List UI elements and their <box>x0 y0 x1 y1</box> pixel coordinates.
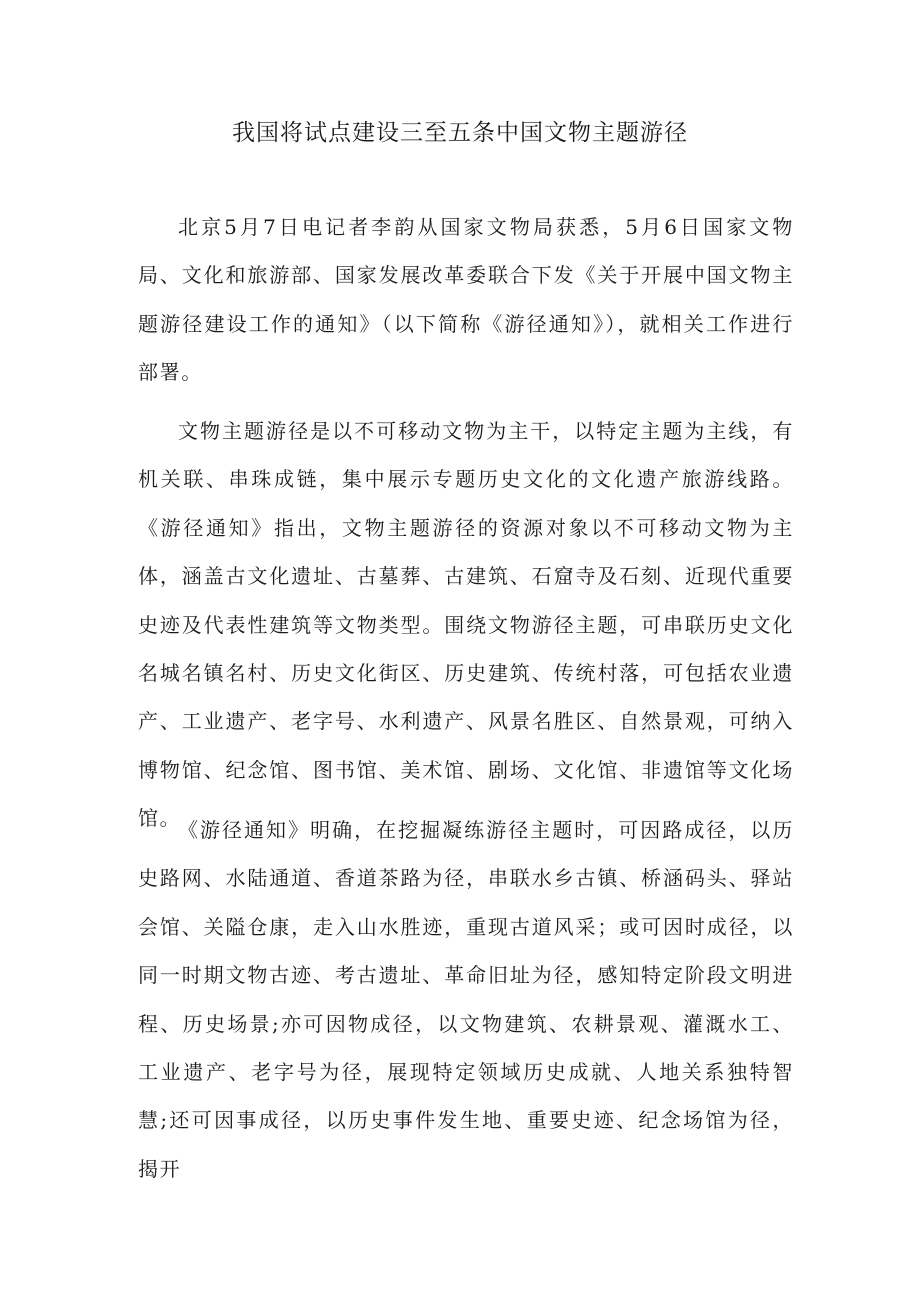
paragraph-2: 文物主题游径是以不可移动文物为主干，以特定主题为主线，有机关联、串珠成链，集中展示专题历史文化的文化遗产旅游线路。《游径通知》指出，文物主题游径的资源对象以不可移动文物为主体，涵盖古文化遗址、古墓葬、古建筑、石窟寺及石刻、近现代重要史迹及代表性建筑等文物类型。围绕文物游径主题，可串联历史文化名城名镇名村、历史文化街区、历史建筑、传统村落，可包括农业遗产、工业遗产、老字号、水利遗产、风景名胜区、自然景观，可纳入博物馆、纪念馆、图书馆、美术馆、剧场、文化馆、非遗馆等文化场馆。 <box>138 419 794 831</box>
paragraph-1: 北京5月7日电记者李韵从国家文物局获悉，5月6日国家文物局、文化和旅游部、国家发展改革委联合下发《关于开展中国文物主题游径建设工作的通知》（以下简称《游径通知》），就相关工作进行部署。 <box>138 215 794 385</box>
paragraph-3: 《游径通知》明确，在挖掘凝练游径主题时，可因路成径，以历史路网、水陆通道、香道茶路为径，串联水乡古镇、桥涵码头、驿站会馆、关隘仓康，走入山水胜迹，重现古道风采；或可因时成径，以同一时期文物古迹、考古遗址、革命旧址为径，感知特定阶段文明进程、历史场景;亦可因物成径，以文物建筑、农耕景观、灌溉水工、工业遗产、老字号为径，展现特定领域历史成就、人地关系独特智慧;还可因事成径，以历史事件发生地、重要史迹、纪念场馆为径，揭开 <box>138 818 794 1181</box>
document-title: 我国将试点建设三至五条中国文物主题游径 <box>232 120 688 146</box>
